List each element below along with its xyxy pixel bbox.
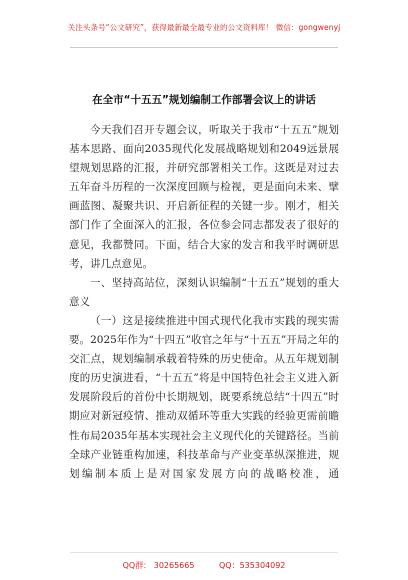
footer-divider bbox=[70, 552, 338, 553]
header-divider bbox=[70, 47, 338, 48]
paragraph-intro: 今天我们召开专题会议，听取关于我市“十五五”规划基本思路、面向2035现代化发展战略规划和2049远景展望规划思路的汇报，并研究部署相关工作。这既是对过去五年奋斗历程的一次深度回顾与检视，更是面向未来、擘画蓝图、凝聚共识、开启新征程的关键一步。刚才，相关部门作了全面深入的汇报，各位参会同志都发表了很好的意见，我都赞同。下面，结合大家的发言和我平时调研思考，讲几点意见。 bbox=[69, 124, 339, 270]
document-body bbox=[69, 121, 339, 484]
footer-contact bbox=[0, 560, 408, 571]
paragraph-section-heading: 一、坚持高站位，深刻认识编制“十五五”规划的重大意义 bbox=[69, 276, 339, 308]
qq-group-number: QQ群： 30265665 bbox=[122, 561, 195, 570]
document-title: 在全市“十五五”规划编制工作部署会议上的讲话 bbox=[92, 94, 316, 106]
header-banner: 关注头条号“公文研究”，获得最新最全最专业的公文资料库！ 微信：gongwenyj bbox=[67, 23, 341, 32]
paragraph-point-one: （一）这是接续推进中国式现代化我市实践的现实需要。2025年作为“十四五”收官之年与“十五五”开局之年的交汇点，规划编制承载着特殊的历史使命。从五年规划制度的历史演进看，“十五五”将是中国特色社会主义进入新发展阶段后的首份中长期规划，既要系统总结“十四五”时期应对新冠疫情、推动双循环等重大实践的经验更需前瞻性布局2035年基本实现社会主义现代化的关键路径。当前全球产业链重构加速，科技革命与产业变革纵深推进，规划编制本质上是对国家发展方向的战略校准，通 bbox=[69, 314, 339, 480]
qq-number: QQ：535304092 bbox=[219, 561, 286, 570]
